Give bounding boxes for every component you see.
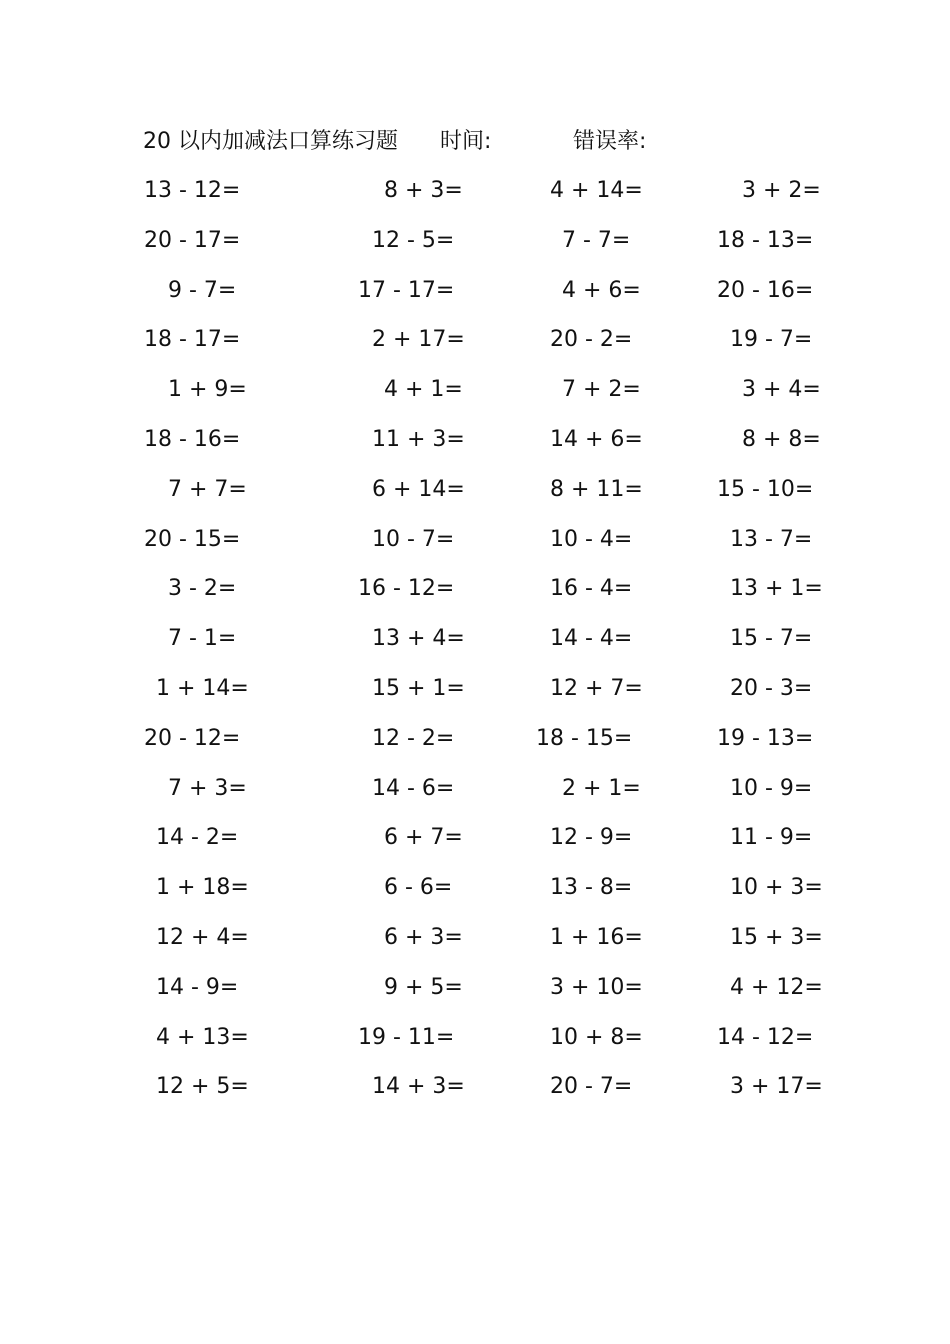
problem-cell: 7 + 3= [168, 775, 247, 801]
problem-cell: 8 + 11= [550, 476, 643, 502]
problem-cell: 15 + 1= [372, 675, 465, 701]
problem-cell: 13 + 4= [372, 626, 465, 652]
problem-cell: 20 - 2= [550, 327, 633, 353]
problem-cell: 9 - 7= [168, 277, 237, 303]
problem-cell: 7 + 7= [168, 476, 247, 502]
problem-grid [140, 172, 823, 1118]
problem-cell: 12 - 5= [372, 227, 455, 253]
problem-cell: 4 + 12= [730, 974, 823, 1000]
problem-cell: 4 + 6= [562, 277, 641, 303]
problem-cell: 8 + 3= [384, 178, 463, 203]
problem-cell: 12 + 5= [156, 1074, 249, 1100]
problem-cell: 12 - 9= [550, 825, 633, 851]
problem-cell: 20 - 16= [717, 277, 814, 303]
problem-cell: 12 - 2= [372, 725, 455, 751]
problem-cell: 6 + 3= [384, 924, 463, 950]
problem-cell: 13 - 8= [550, 875, 633, 901]
problem-cell: 7 - 7= [562, 227, 631, 253]
problem-cell: 17 - 17= [358, 277, 455, 303]
problem-cell: 19 - 11= [358, 1024, 455, 1050]
problem-cell: 1 + 16= [550, 924, 643, 950]
problem-cell: 3 + 4= [742, 377, 821, 403]
problem-cell: 16 - 12= [358, 576, 455, 602]
problem-cell: 7 - 1= [168, 626, 237, 652]
problem-cell: 2 + 17= [372, 327, 465, 353]
problem-cell: 4 + 1= [384, 377, 463, 403]
problem-cell: 3 + 2= [742, 178, 821, 203]
time-label: 时间: [440, 129, 492, 154]
problem-cell: 13 - 7= [730, 526, 813, 552]
problem-cell: 14 - 2= [156, 825, 239, 851]
problem-cell: 14 - 9= [156, 974, 239, 1000]
problem-cell: 14 - 4= [550, 626, 633, 652]
worksheet-header [143, 124, 763, 160]
problem-cell: 14 - 6= [372, 775, 455, 801]
problem-cell: 18 - 15= [536, 725, 633, 751]
problem-cell: 8 + 8= [742, 426, 821, 452]
problem-cell: 13 - 12= [144, 178, 241, 203]
problem-cell: 20 - 7= [550, 1074, 633, 1100]
problem-cell: 19 - 7= [730, 327, 813, 353]
problem-cell: 7 + 2= [562, 377, 641, 403]
problem-cell: 14 + 6= [550, 426, 643, 452]
problem-cell: 6 + 14= [372, 476, 465, 502]
problem-cell: 13 + 1= [730, 576, 823, 602]
problem-cell: 12 + 7= [550, 675, 643, 701]
problem-cell: 2 + 1= [562, 775, 641, 801]
problem-cell: 10 - 9= [730, 775, 813, 801]
problem-cell: 3 - 2= [168, 576, 237, 602]
problem-cell: 19 - 13= [717, 725, 814, 751]
problem-cell: 14 + 3= [372, 1074, 465, 1100]
problem-cell: 1 + 14= [156, 675, 249, 701]
problem-cell: 18 - 13= [717, 227, 814, 253]
problem-cell: 15 + 3= [730, 924, 823, 950]
problem-cell: 11 + 3= [372, 426, 465, 452]
problem-cell: 20 - 3= [730, 675, 813, 701]
worksheet-title: 20 以内加减法口算练习题 [143, 129, 398, 154]
problem-cell: 20 - 15= [144, 526, 241, 552]
problem-cell: 6 + 7= [384, 825, 463, 851]
problem-cell: 10 + 8= [550, 1024, 643, 1050]
problem-cell: 11 - 9= [730, 825, 813, 851]
error-rate-label: 错误率: [573, 129, 647, 154]
problem-cell: 6 - 6= [384, 875, 453, 901]
problem-cell: 14 - 12= [717, 1024, 814, 1050]
problem-cell: 20 - 12= [144, 725, 241, 751]
problem-cell: 10 + 3= [730, 875, 823, 901]
problem-cell: 15 - 7= [730, 626, 813, 652]
problem-cell: 3 + 10= [550, 974, 643, 1000]
problem-cell: 18 - 17= [144, 327, 241, 353]
problem-cell: 9 + 5= [384, 974, 463, 1000]
problem-cell: 10 - 4= [550, 526, 633, 552]
problem-cell: 3 + 17= [730, 1074, 823, 1100]
problem-cell: 1 + 18= [156, 875, 249, 901]
problem-cell: 4 + 14= [550, 178, 643, 203]
problem-cell: 1 + 9= [168, 377, 247, 403]
problem-cell: 12 + 4= [156, 924, 249, 950]
problem-cell: 20 - 17= [144, 227, 241, 253]
problem-cell: 15 - 10= [717, 476, 814, 502]
problem-cell: 4 + 13= [156, 1024, 249, 1050]
problem-cell: 16 - 4= [550, 576, 633, 602]
problem-cell: 18 - 16= [144, 426, 241, 452]
problem-cell: 10 - 7= [372, 526, 455, 552]
